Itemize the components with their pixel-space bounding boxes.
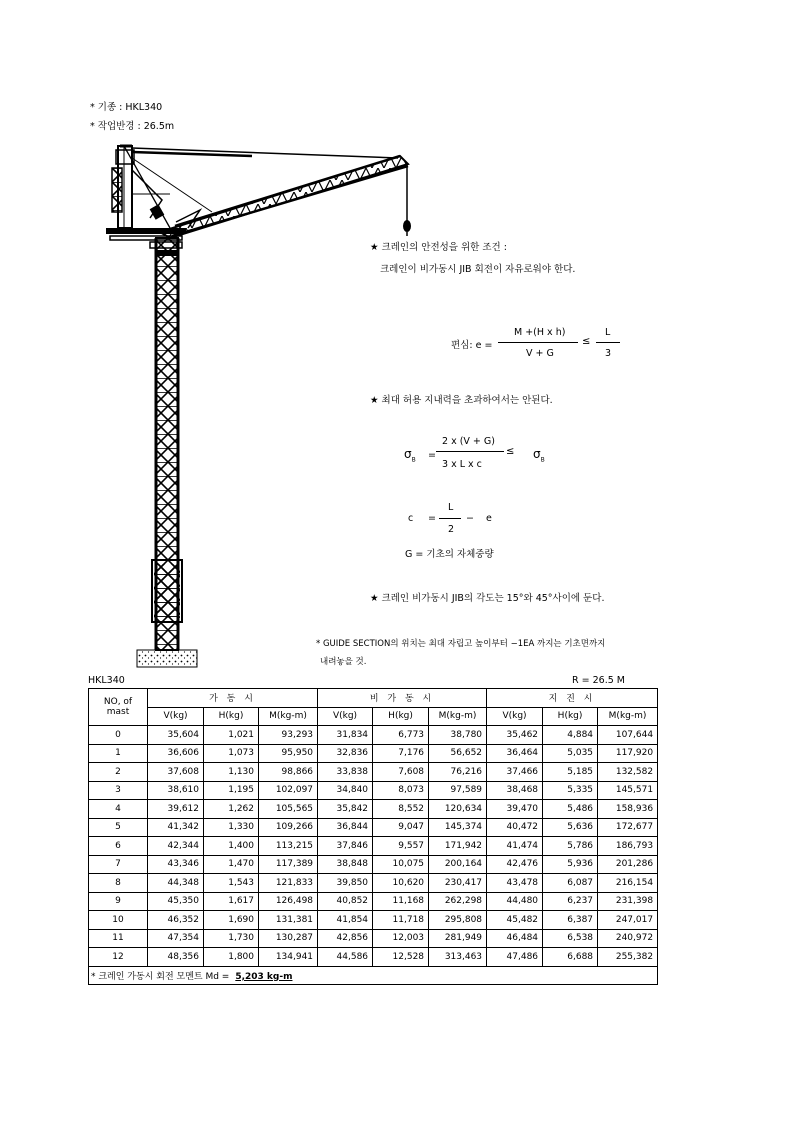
table-row — [89, 726, 658, 745]
table-cell: 35,842 — [318, 800, 373, 819]
table-cell: 12,003 — [373, 929, 429, 948]
model-line: * 기종 : HKL340 — [90, 102, 163, 113]
table-cell: 216,154 — [598, 874, 658, 893]
sigma-lhs: $\sigma_B$ — [404, 447, 416, 464]
ecc-rhs-numerator: L — [605, 327, 611, 338]
table-row — [89, 837, 658, 856]
table-cell: 145,374 — [429, 818, 487, 837]
table-cell: 1,543 — [204, 874, 259, 893]
table-cell: 10,620 — [373, 874, 429, 893]
table-cell: 43,478 — [487, 874, 543, 893]
table-cell: 240,972 — [598, 929, 658, 948]
table-cell: 34,840 — [318, 781, 373, 800]
table-cell: 117,389 — [259, 855, 318, 874]
c-lhs: c — [408, 513, 414, 524]
mast-number-cell: 9 — [89, 892, 148, 911]
guide-section — [152, 560, 182, 622]
table-cell: 1,130 — [204, 763, 259, 782]
c-denominator: 2 — [448, 524, 455, 535]
stability-title: ★ 크레인의 안전성을 위한 조건 : — [370, 242, 507, 253]
table-cell: 76,216 — [429, 763, 487, 782]
table-cell: 47,486 — [487, 948, 543, 967]
table-cell: 6,688 — [543, 948, 598, 967]
table-unit-header-row — [89, 707, 658, 726]
ecc-rhs-denominator: 3 — [605, 348, 612, 359]
table-cell: 46,352 — [148, 911, 204, 930]
table-cell: 6,087 — [543, 874, 598, 893]
table-cell: 130,287 — [259, 929, 318, 948]
mast-number-cell: 10 — [89, 911, 148, 930]
table-cell: 38,780 — [429, 726, 487, 745]
unit-header: M(kg-m) — [429, 707, 487, 726]
table-cell: 41,342 — [148, 818, 204, 837]
mast-number-cell: 0 — [89, 726, 148, 745]
table-cell: 1,400 — [204, 837, 259, 856]
table-cell: 44,348 — [148, 874, 204, 893]
table-row — [89, 763, 658, 782]
sigma-denominator: 3 x L x c — [442, 459, 482, 470]
ecc-numerator: M +(H x h) — [514, 327, 566, 338]
table-cell: 1,195 — [204, 781, 259, 800]
table-cell: 6,237 — [543, 892, 598, 911]
table-row — [89, 948, 658, 967]
group-header-non-operating: 비 가 동 시 — [318, 689, 487, 708]
foundation-block — [137, 650, 197, 667]
table-cell: 4,884 — [543, 726, 598, 745]
table-cell: 171,942 — [429, 837, 487, 856]
table-cell: 35,462 — [487, 726, 543, 745]
table-row — [89, 800, 658, 819]
table-cell: 39,612 — [148, 800, 204, 819]
table-cell: 105,565 — [259, 800, 318, 819]
table-cell: 38,610 — [148, 781, 204, 800]
table-cell: 43,346 — [148, 855, 204, 874]
mast-number-cell: 8 — [89, 874, 148, 893]
slewing-moment-value: 5,203 kg-m — [235, 971, 293, 982]
mast-number-cell: 12 — [89, 948, 148, 967]
sigma-eq: = — [428, 450, 436, 461]
table-cell: 7,176 — [373, 744, 429, 763]
table-cell: 1,690 — [204, 911, 259, 930]
unit-header: H(kg) — [543, 707, 598, 726]
table-cell: 10,075 — [373, 855, 429, 874]
table-cell: 120,634 — [429, 800, 487, 819]
table-cell: 32,836 — [318, 744, 373, 763]
table-cell: 41,854 — [318, 911, 373, 930]
table-cell: 12,528 — [373, 948, 429, 967]
table-cell: 134,941 — [259, 948, 318, 967]
jib — [160, 156, 408, 238]
ecc-label: 편심: e = — [451, 340, 493, 351]
table-cell: 38,468 — [487, 781, 543, 800]
table-cell: 8,073 — [373, 781, 429, 800]
col-mast-header: NO, of mast — [89, 689, 148, 726]
table-cell: 37,846 — [318, 837, 373, 856]
radius-line: * 작업반경 : 26.5m — [90, 121, 175, 132]
angle-note: ★ 크레인 비가동시 JIB의 각도는 15°와 45°사이에 둔다. — [370, 593, 605, 604]
table-footer-row — [89, 966, 658, 985]
table-cell: 145,571 — [598, 781, 658, 800]
unit-header: H(kg) — [373, 707, 429, 726]
table-cell: 6,538 — [543, 929, 598, 948]
table-cell: 38,848 — [318, 855, 373, 874]
table-cell: 295,808 — [429, 911, 487, 930]
table-cell: 5,636 — [543, 818, 598, 837]
table-label-model: HKL340 — [88, 675, 125, 686]
group-header-operating: 가 동 시 — [148, 689, 318, 708]
table-cell: 186,793 — [598, 837, 658, 856]
sigma-rhs: $\sigma_B$ — [533, 447, 545, 464]
unit-header: V(kg) — [148, 707, 204, 726]
table-cell: 281,949 — [429, 929, 487, 948]
table-cell: 109,266 — [259, 818, 318, 837]
table-cell: 230,417 — [429, 874, 487, 893]
table-cell: 39,850 — [318, 874, 373, 893]
table-cell: 313,463 — [429, 948, 487, 967]
table-cell: 102,097 — [259, 781, 318, 800]
unit-header: M(kg-m) — [259, 707, 318, 726]
cab-tower — [112, 146, 170, 228]
c-e: e — [486, 513, 492, 524]
unit-header: V(kg) — [318, 707, 373, 726]
table-cell: 255,382 — [598, 948, 658, 967]
table-row — [89, 855, 658, 874]
table-cell: 36,606 — [148, 744, 204, 763]
table-cell: 11,168 — [373, 892, 429, 911]
table-row — [89, 929, 658, 948]
table-cell: 46,484 — [487, 929, 543, 948]
ecc-relation: ≤ — [582, 336, 591, 347]
mast-number-cell: 6 — [89, 837, 148, 856]
table-cell: 8,552 — [373, 800, 429, 819]
table-cell: 117,920 — [598, 744, 658, 763]
table-cell: 95,950 — [259, 744, 318, 763]
table-cell: 37,608 — [148, 763, 204, 782]
hook — [403, 166, 411, 236]
table-cell: 42,856 — [318, 929, 373, 948]
table-cell: 33,838 — [318, 763, 373, 782]
table-cell: 9,557 — [373, 837, 429, 856]
sigma-numerator: 2 x (V + G) — [442, 436, 495, 447]
mast-number-cell: 2 — [89, 763, 148, 782]
table-cell: 11,718 — [373, 911, 429, 930]
table-cell: 48,356 — [148, 948, 204, 967]
c-numerator: L — [448, 502, 454, 513]
table-cell: 39,470 — [487, 800, 543, 819]
table-cell: 44,480 — [487, 892, 543, 911]
table-cell: 36,844 — [318, 818, 373, 837]
table-cell: 113,215 — [259, 837, 318, 856]
table-row — [89, 874, 658, 893]
unit-header: M(kg-m) — [598, 707, 658, 726]
mast-number-cell: 1 — [89, 744, 148, 763]
table-cell: 47,354 — [148, 929, 204, 948]
table-cell: 200,164 — [429, 855, 487, 874]
group-header-earthquake: 지 진 시 — [487, 689, 658, 708]
table-cell: 40,852 — [318, 892, 373, 911]
table-cell: 44,586 — [318, 948, 373, 967]
unit-header: V(kg) — [487, 707, 543, 726]
table-cell: 37,466 — [487, 763, 543, 782]
table-row — [89, 818, 658, 837]
table-cell: 6,387 — [543, 911, 598, 930]
table-cell: 1,800 — [204, 948, 259, 967]
table-cell: 126,498 — [259, 892, 318, 911]
table-cell: 1,730 — [204, 929, 259, 948]
table-row — [89, 911, 658, 930]
table-cell: 40,472 — [487, 818, 543, 837]
bearing-title: ★ 최대 허용 지내력을 초과하여서는 안된다. — [370, 395, 553, 406]
table-cell: 9,047 — [373, 818, 429, 837]
table-cell: 1,330 — [204, 818, 259, 837]
table-cell: 5,335 — [543, 781, 598, 800]
mast-number-cell: 4 — [89, 800, 148, 819]
table-cell: 5,936 — [543, 855, 598, 874]
table-cell: 132,582 — [598, 763, 658, 782]
sigma-relation: ≤ — [506, 446, 515, 457]
table-cell: 6,773 — [373, 726, 429, 745]
table-cell: 93,293 — [259, 726, 318, 745]
table-cell: 158,936 — [598, 800, 658, 819]
table-row — [89, 744, 658, 763]
g-definition: G = 기초의 자체중량 — [405, 549, 494, 560]
table-cell: 42,344 — [148, 837, 204, 856]
table-cell: 247,017 — [598, 911, 658, 930]
table-cell: 231,398 — [598, 892, 658, 911]
ecc-denominator: V + G — [526, 348, 554, 359]
table-cell: 1,262 — [204, 800, 259, 819]
mast-number-cell: 3 — [89, 781, 148, 800]
table-cell: 5,035 — [543, 744, 598, 763]
table-row — [89, 781, 658, 800]
table-cell: 45,482 — [487, 911, 543, 930]
table-cell: 201,286 — [598, 855, 658, 874]
table-cell: 41,474 — [487, 837, 543, 856]
table-cell: 1,470 — [204, 855, 259, 874]
mast-number-cell: 5 — [89, 818, 148, 837]
c-minus: − — [466, 513, 474, 524]
slewing-moment-note: * 크레인 가동시 회전 모멘트 Md = 5,203 kg-m — [89, 966, 658, 985]
table-row — [89, 892, 658, 911]
table-label-radius: R = 26.5 M — [572, 675, 625, 686]
table-cell: 172,677 — [598, 818, 658, 837]
table-cell: 36,464 — [487, 744, 543, 763]
unit-header: H(kg) — [204, 707, 259, 726]
table-cell: 42,476 — [487, 855, 543, 874]
table-cell: 56,652 — [429, 744, 487, 763]
table-cell: 97,589 — [429, 781, 487, 800]
table-cell: 131,381 — [259, 911, 318, 930]
guide-note-line-2: 내려놓을 것. — [320, 657, 367, 667]
table-cell: 31,834 — [318, 726, 373, 745]
table-cell: 5,486 — [543, 800, 598, 819]
stability-subtitle: 크레인이 비가동시 JIB 회전이 자유로워야 한다. — [380, 264, 576, 275]
mast-number-cell: 11 — [89, 929, 148, 948]
table-cell: 5,185 — [543, 763, 598, 782]
table-cell: 107,644 — [598, 726, 658, 745]
load-table — [88, 688, 658, 985]
guide-note-line-1: * GUIDE SECTION의 위치는 최대 자립고 높이부터 −1EA 까지는 기초면까지 — [316, 639, 606, 649]
table-cell: 5,786 — [543, 837, 598, 856]
table-cell: 35,604 — [148, 726, 204, 745]
table-cell: 262,298 — [429, 892, 487, 911]
table-cell: 1,073 — [204, 744, 259, 763]
table-cell: 1,617 — [204, 892, 259, 911]
table-cell: 1,021 — [204, 726, 259, 745]
table-cell: 45,350 — [148, 892, 204, 911]
table-group-header-row — [89, 689, 658, 708]
c-eq: = — [428, 513, 436, 524]
table-cell: 98,866 — [259, 763, 318, 782]
table-cell: 7,608 — [373, 763, 429, 782]
table-cell: 121,833 — [259, 874, 318, 893]
mast-number-cell: 7 — [89, 855, 148, 874]
